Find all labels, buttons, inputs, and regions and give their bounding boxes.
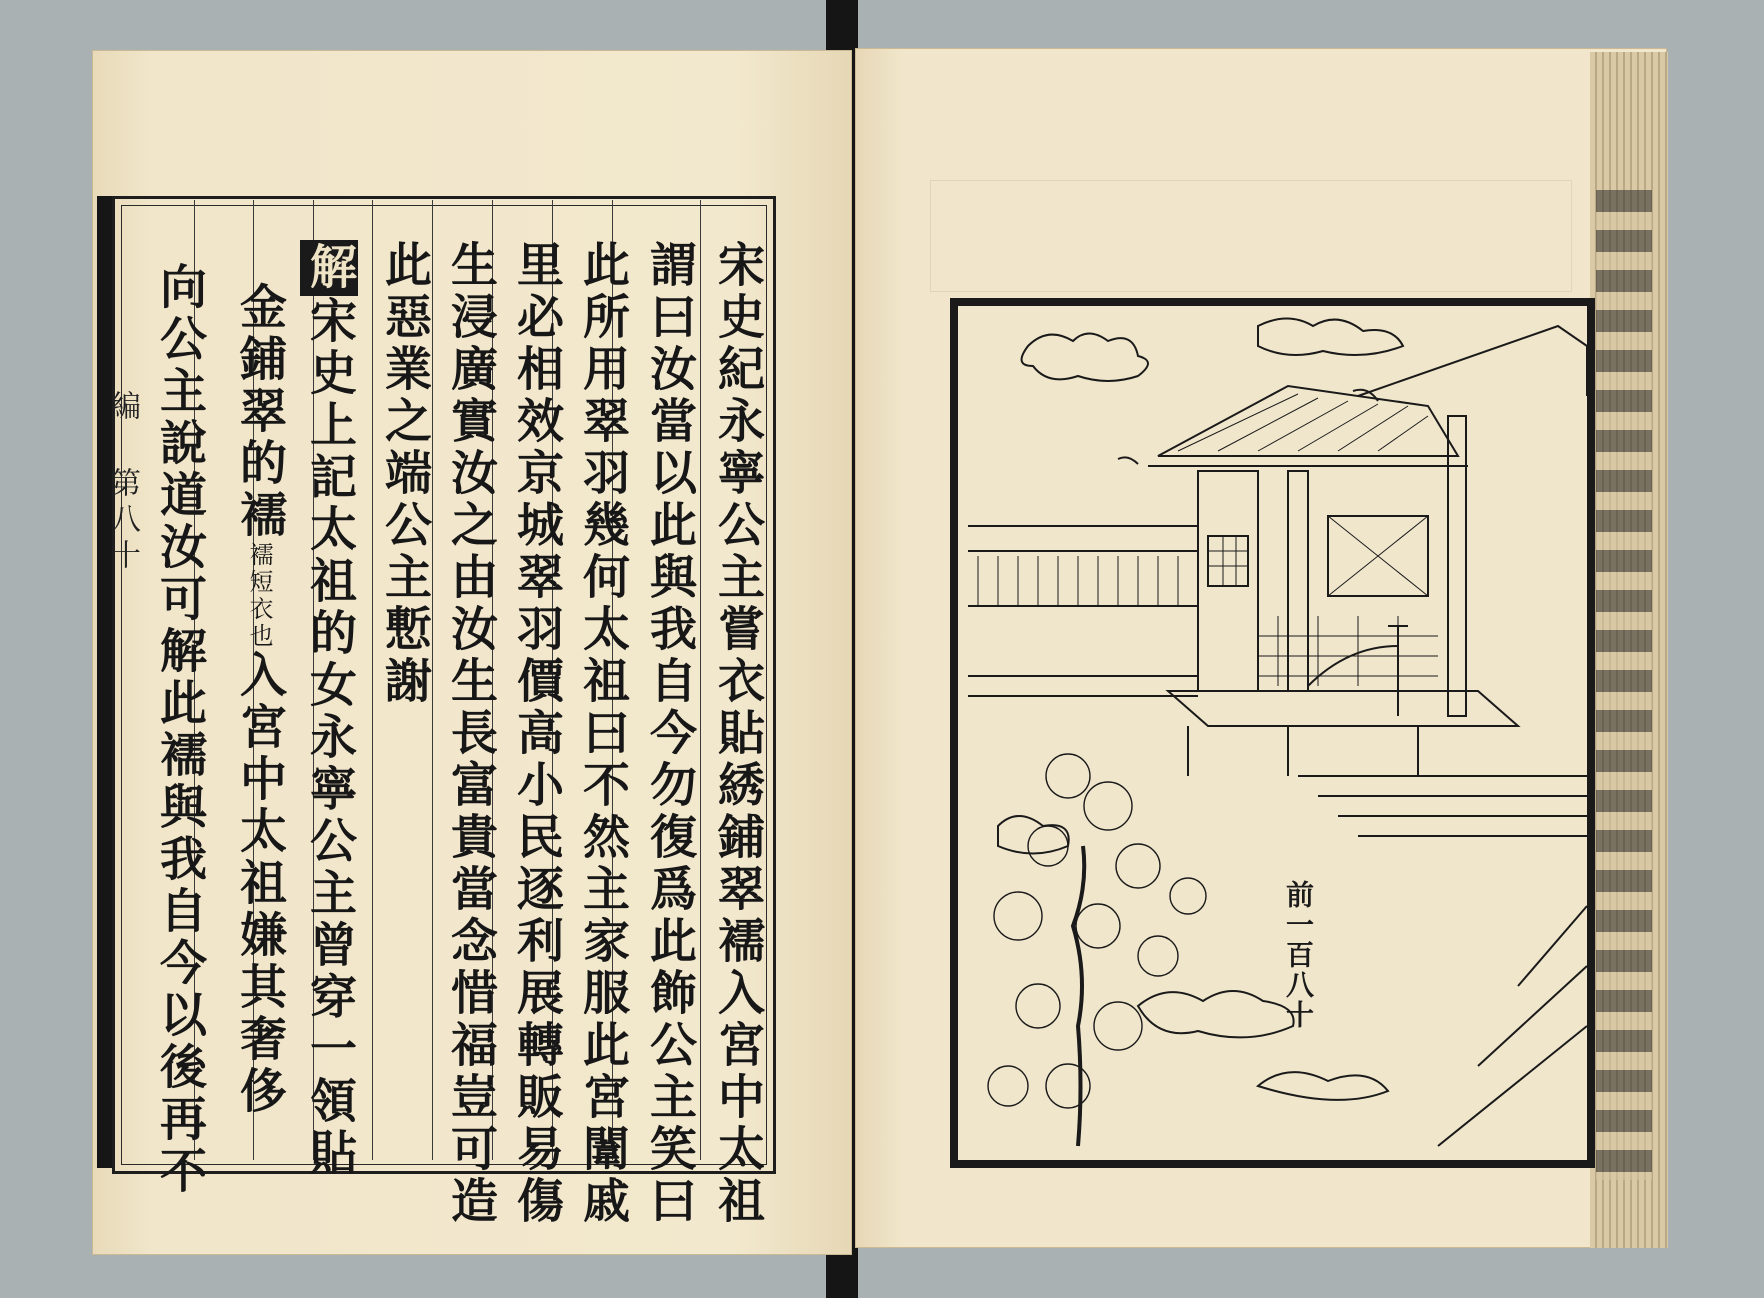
text-column-3: 此所用翠羽幾何太祖曰不然主家服此宮闈戚	[575, 240, 630, 1228]
palace-courtyard-drawing	[958, 306, 1587, 1160]
text-column-5: 生浸廣實汝之由汝生長富貴當念惜福豈可造	[443, 240, 498, 1228]
text-column-6: 此惡業之端公主慙謝	[377, 240, 432, 708]
commentary-label: 解	[302, 242, 357, 294]
commentary-text: 金鋪翠的襦	[232, 282, 287, 542]
illustration-caption: 前一百八十	[1282, 880, 1315, 1030]
column-rule	[372, 200, 373, 1160]
interlinear-note: 襦短衣也	[245, 542, 273, 650]
commentary-text: 入宮中太祖嫌其奢侈	[232, 650, 287, 1118]
page-folio: 編 第八十	[105, 390, 140, 575]
text-column-2: 謂曰汝當以此與我自今勿復爲此飾公主笑曰	[642, 240, 697, 1228]
page-edges-ink	[1596, 190, 1652, 1180]
text-column-1: 宋史紀永寧公主嘗衣貼綉鋪翠襦入宮中太祖	[710, 240, 765, 1228]
commentary-text: 宋史上記太祖的女永寧公主曾穿一領貼	[302, 296, 357, 1180]
commentary-column-3: 向公主說道汝可解此襦與我自今以後再不	[152, 262, 207, 1198]
commentary-column-2	[230, 282, 288, 1118]
commentary-column-1	[300, 240, 358, 1180]
column-rule	[700, 200, 701, 1160]
woodblock-illustration	[950, 298, 1595, 1168]
text-column-4: 里必相效京城翠羽價高小民逐利展轉販易傷	[509, 240, 564, 1228]
bleed-through-frame	[930, 180, 1572, 292]
